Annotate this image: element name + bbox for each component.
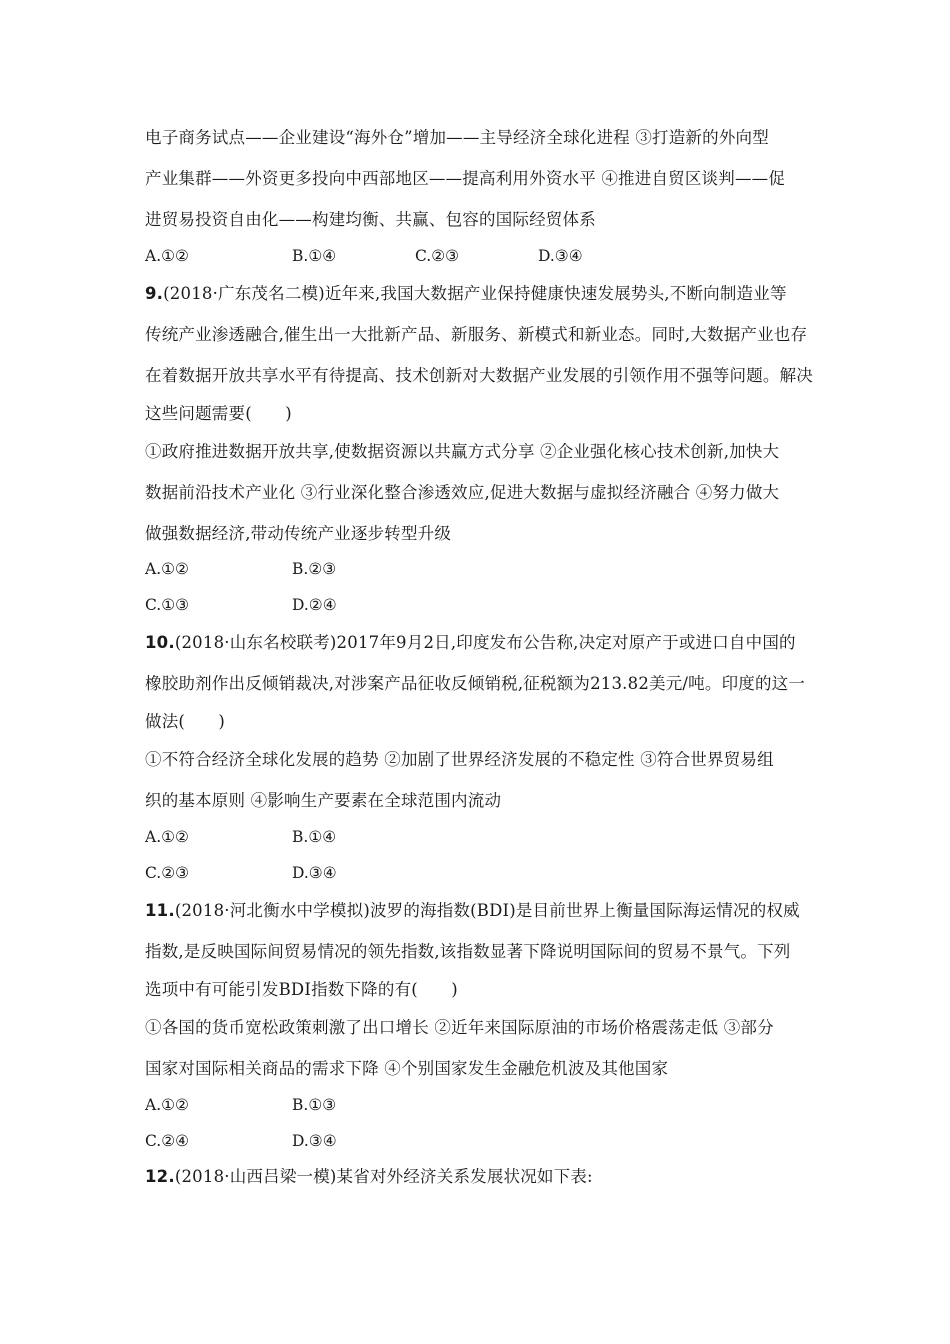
q9-stem-line-1: 9.(2018·广东茂名二模)近年来,我国大数据产业保持健康快速发展势头,不断向制造业等: [145, 284, 787, 303]
q9-option-b: B.②③: [292, 560, 337, 578]
q10-statement-line-1: ①不符合经济全球化发展的趋势 ②加剧了世界经济发展的不稳定性 ③符合世界贸易组: [145, 750, 774, 769]
q9-statement-line-2: 数据前沿技术产业化 ③行业深化整合渗透效应,促进大数据与虚拟经济融合 ④努力做大: [145, 483, 780, 502]
q9-statement-line-1: ①政府推进数据开放共享,使数据资源以共赢方式分享 ②企业强化核心技术创新,加快大: [145, 442, 780, 461]
q8-option-d: D.③④: [538, 247, 583, 265]
q8-text-line-2: 产业集群——外资更多投向中西部地区——提高利用外资水平 ④推进自贸区谈判——促: [145, 169, 786, 188]
q9-option-c: C.①③: [145, 596, 190, 614]
q9-statement-line-3: 做强数据经济,带动传统产业逐步转型升级: [145, 524, 452, 543]
q10-stem-line-1: 10.(2018·山东名校联考)2017年9月2日,印度发布公告称,决定对原产于或进口自中国的: [145, 633, 796, 652]
q10-stem-line-3: 做法( ): [145, 712, 226, 731]
q11-option-b: B.①③: [292, 1096, 337, 1114]
q9-stem-line-2: 传统产业渗透融合,催生出一大批新产品、新服务、新模式和新业态。同时,大数据产业也存: [145, 325, 808, 344]
q10-option-c: C.②③: [145, 864, 190, 882]
q11-stem-line-2: 指数,是反映国际间贸易情况的领先指数,该指数显著下降说明国际间的贸易不景气。下列: [145, 942, 791, 961]
q11-option-c: C.②④: [145, 1132, 190, 1150]
q8-option-a: A.①②: [145, 247, 189, 265]
q10-statement-line-2: 织的基本原则 ④影响生产要素在全球范围内流动: [145, 791, 502, 810]
q8-text-line-1: 电子商务试点——企业建设“海外仓”增加——主导经济全球化进程 ③打造新的外向型: [145, 128, 769, 147]
q9-option-d: D.②④: [292, 596, 337, 614]
q8-option-b: B.①④: [292, 247, 337, 265]
q10-option-b: B.①④: [292, 828, 337, 846]
q11-option-d: D.③④: [292, 1132, 337, 1150]
q9-option-a: A.①②: [145, 560, 189, 578]
q11-option-a: A.①②: [145, 1096, 189, 1114]
q11-stem-line-3: 选项中有可能引发BDI指数下降的有( ): [145, 980, 458, 999]
q10-number: 10.: [145, 633, 175, 652]
q11-number: 11.: [145, 901, 175, 920]
q9-number: 9.: [145, 284, 164, 303]
q8-text-line-3: 进贸易投资自由化——构建均衡、共赢、包容的国际经贸体系: [145, 210, 596, 229]
q11-statement-line-2: 国家对国际相关商品的需求下降 ④个别国家发生金融危机波及其他国家: [145, 1059, 669, 1078]
q9-stem-line-3: 在着数据开放共享水平有待提高、技术创新对大数据产业发展的引领作用不强等问题。解决: [145, 366, 813, 385]
q9-stem-line-4: 这些问题需要( ): [145, 404, 292, 423]
q11-statement-line-1: ①各国的货币宽松政策刺激了出口增长 ②近年来国际原油的市场价格震荡走低 ③部分: [145, 1018, 774, 1037]
q8-option-c: C.②③: [415, 247, 460, 265]
q10-stem-line-2: 橡胶助剂作出反倾销裁决,对涉案产品征收反倾销税,征税额为213.82美元/吨。印度的这一: [145, 674, 806, 693]
q11-stem-line-1: 11.(2018·河北衡水中学模拟)波罗的海指数(BDI)是目前世界上衡量国际海运情况的权威: [145, 901, 800, 920]
q12-number: 12.: [145, 1167, 175, 1186]
q10-option-a: A.①②: [145, 828, 189, 846]
q10-option-d: D.③④: [292, 864, 337, 882]
q12-stem-line-1: 12.(2018·山西吕梁一模)某省对外经济关系发展状况如下表:: [145, 1167, 593, 1186]
